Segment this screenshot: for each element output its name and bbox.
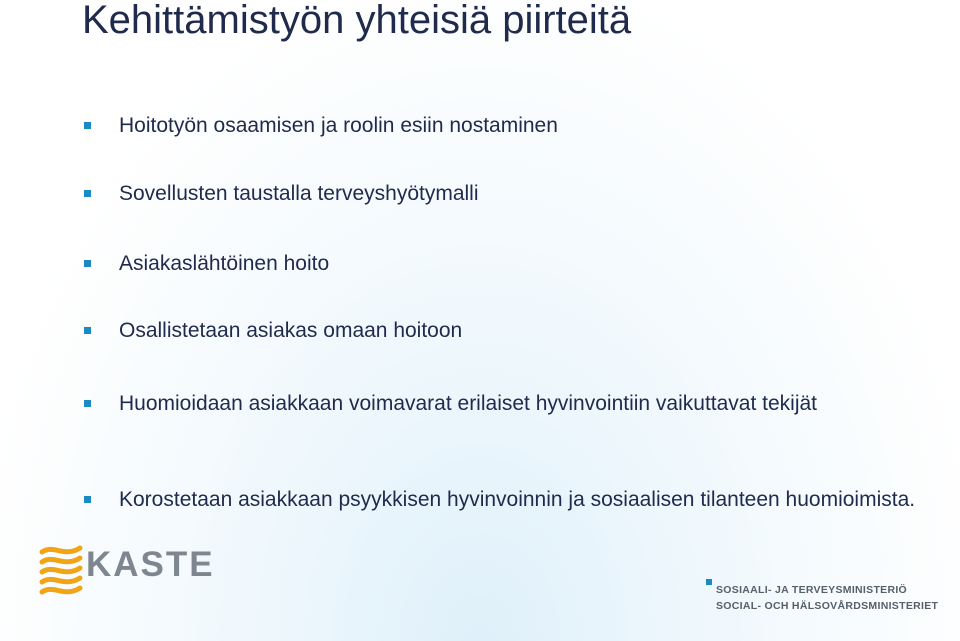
bullet-text: Asiakaslähtöinen hoito (119, 252, 330, 275)
ministry-name-sv: SOCIAL- OCH HÄLSOVÅRDSMINISTERIET (716, 600, 939, 612)
kaste-logo-text: KASTE (86, 545, 215, 584)
bullet-square-icon (84, 496, 91, 503)
bullet-item (84, 181, 944, 207)
ministry-name-fi: SOSIAALI- JA TERVEYSMINISTERIÖ (716, 584, 908, 596)
bullet-square-icon (84, 260, 91, 267)
bullet-square-icon (84, 122, 91, 129)
bullet-square-icon (84, 400, 91, 407)
bullet-square-icon (84, 190, 91, 197)
bullet-item (84, 391, 944, 417)
bullet-item (84, 113, 944, 139)
bullet-text: Hoitotyön osaamisen ja roolin esiin nostaminen (119, 114, 558, 137)
bullet-text: Huomioidaan asiakkaan voimavarat erilaiset hyvinvointiin vaikuttavat tekijät (119, 392, 818, 415)
bullet-square-icon (84, 327, 91, 334)
bullet-text: Sovellusten taustalla terveyshyötymalli (119, 182, 479, 205)
bullet-item (84, 251, 944, 277)
bullet-text: Osallistetaan asiakas omaan hoitoon (119, 319, 463, 342)
ministry-square-icon (706, 579, 712, 585)
bullet-item (84, 318, 944, 344)
bullet-text: Korostetaan asiakkaan psyykkisen hyvinvoinnin ja sosiaalisen tilanteen huomioimista. (119, 488, 916, 511)
bullet-item (84, 487, 944, 513)
slide-title: Kehittämistyön yhteisiä piirteitä (82, 0, 632, 42)
